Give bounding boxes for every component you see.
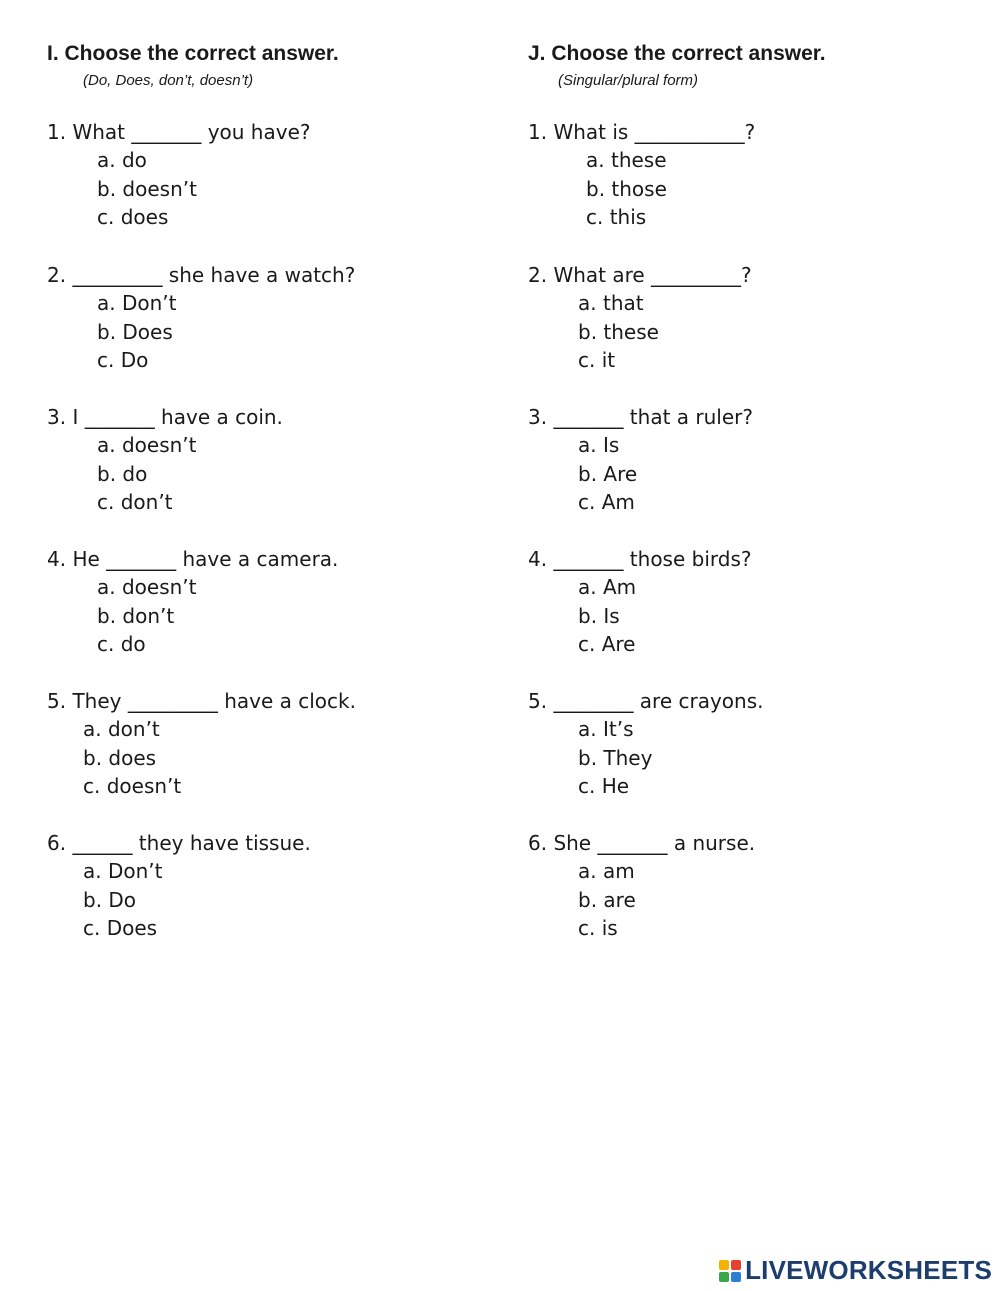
question-text: 6. ______ they have tissue. xyxy=(47,831,311,855)
option-b[interactable]: b. Are xyxy=(578,461,638,486)
logo-square-2 xyxy=(731,1260,741,1270)
option-c[interactable]: c. don’t xyxy=(97,490,173,515)
section-i-subtitle: (Do, Does, don’t, doesn’t) xyxy=(83,72,254,89)
logo-square-1 xyxy=(719,1260,729,1270)
option-c[interactable]: c. He xyxy=(578,774,630,799)
option-b[interactable]: b. those xyxy=(586,176,667,201)
question-text: 4. _______ those birds? xyxy=(528,547,752,571)
question-text: 3. I _______ have a coin. xyxy=(47,405,283,429)
question-text: 1. What _______ you have? xyxy=(47,120,311,144)
option-a[interactable]: a. Am xyxy=(578,575,637,600)
question-text: 6. She _______ a nurse. xyxy=(528,831,756,855)
option-b[interactable]: b. Do xyxy=(83,887,137,912)
option-b[interactable]: b. are xyxy=(578,887,636,912)
option-c[interactable]: c. it xyxy=(578,348,616,373)
section-i-title: I. Choose the correct answer. xyxy=(47,42,339,65)
option-b[interactable]: b. don’t xyxy=(97,603,175,628)
option-b[interactable]: b. does xyxy=(83,745,157,770)
option-a[interactable]: a. do xyxy=(97,148,147,173)
question-text: 2. What are _________? xyxy=(528,263,752,287)
question-j-6 xyxy=(528,829,755,943)
question-text: 4. He _______ have a camera. xyxy=(47,547,339,571)
question-text: 5. They _________ have a clock. xyxy=(47,689,356,713)
option-a[interactable]: a. don’t xyxy=(83,717,160,742)
question-i-3 xyxy=(47,403,283,517)
option-a[interactable]: a. am xyxy=(578,859,635,884)
option-b[interactable]: b. They xyxy=(578,745,653,770)
option-a[interactable]: a. these xyxy=(586,148,667,173)
question-j-5 xyxy=(528,687,764,801)
option-a[interactable]: a. that xyxy=(578,291,644,316)
logo-square-3 xyxy=(719,1272,729,1282)
section-j-title: J. Choose the correct answer. xyxy=(528,42,826,65)
question-i-2 xyxy=(47,261,355,375)
question-text: 3. _______ that a ruler? xyxy=(528,405,753,429)
option-c[interactable]: c. this xyxy=(586,205,647,230)
option-c[interactable]: c. doesn’t xyxy=(83,774,182,799)
option-c[interactable]: c. Am xyxy=(578,490,635,515)
question-j-4 xyxy=(528,545,752,659)
option-c[interactable]: c. Do xyxy=(97,348,149,373)
section-j-subtitle: (Singular/plural form) xyxy=(558,72,699,89)
option-a[interactable]: a. doesn’t xyxy=(97,575,197,600)
option-b[interactable]: b. these xyxy=(578,319,659,344)
option-a[interactable]: a. doesn’t xyxy=(97,433,197,458)
option-b[interactable]: b. do xyxy=(97,461,148,486)
question-i-4 xyxy=(47,545,338,659)
logo-text: LIVEWORKSHEETS xyxy=(745,1254,992,1285)
question-text: 1. What is ___________? xyxy=(528,120,756,144)
option-c[interactable]: c. Does xyxy=(83,916,158,941)
option-b[interactable]: b. doesn’t xyxy=(97,176,197,201)
question-i-6 xyxy=(47,829,311,943)
logo-square-4 xyxy=(731,1272,741,1282)
question-text: 2. _________ she have a watch? xyxy=(47,263,356,287)
question-j-2 xyxy=(528,261,752,375)
question-text: 5. ________ are crayons. xyxy=(528,689,764,713)
option-c[interactable]: c. do xyxy=(97,632,146,657)
option-a[interactable]: a. Is xyxy=(578,433,620,458)
question-i-1 xyxy=(47,118,311,232)
option-a[interactable]: a. It’s xyxy=(578,717,634,742)
option-a[interactable]: a. Don’t xyxy=(83,859,163,884)
logo-mark-icon xyxy=(719,1260,741,1282)
option-b[interactable]: b. Does xyxy=(97,319,173,344)
option-c[interactable]: c. does xyxy=(97,205,169,230)
question-j-1 xyxy=(528,118,755,232)
question-j-3 xyxy=(528,403,753,517)
question-i-5 xyxy=(47,687,356,801)
option-c[interactable]: c. is xyxy=(578,916,618,941)
option-c[interactable]: c. Are xyxy=(578,632,636,657)
option-a[interactable]: a. Don’t xyxy=(97,291,177,316)
option-b[interactable]: b. Is xyxy=(578,603,620,628)
liveworksheets-logo xyxy=(719,1256,992,1284)
